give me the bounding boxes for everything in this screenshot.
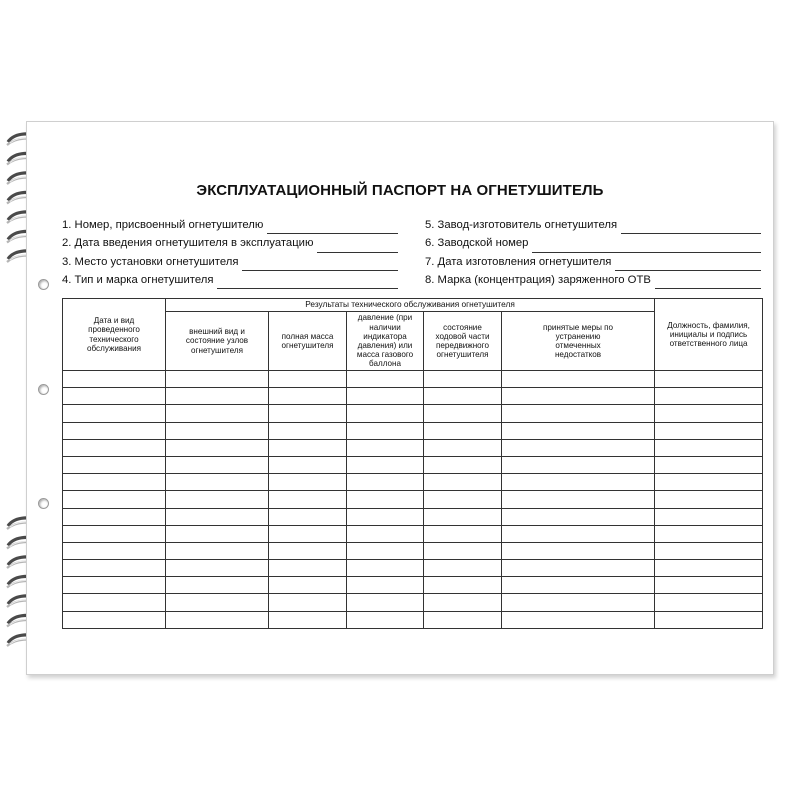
table-cell[interactable] — [347, 405, 424, 422]
field-label: 1. Номер, присвоенный огнетушителю — [62, 219, 264, 231]
table-cell[interactable] — [655, 456, 763, 473]
punch-hole — [38, 498, 49, 509]
table-cell[interactable] — [655, 439, 763, 456]
table-row — [63, 560, 763, 577]
table-cell[interactable] — [63, 439, 166, 456]
table-row — [63, 594, 763, 611]
table-cell[interactable] — [502, 491, 655, 508]
table-cell[interactable] — [63, 422, 166, 439]
table-row — [63, 456, 763, 473]
document-title: ЭКСПЛУАТАЦИОННЫЙ ПАСПОРТ НА ОГНЕТУШИТЕЛЬ — [196, 182, 604, 199]
table-cell[interactable] — [63, 508, 166, 525]
table-cell[interactable] — [269, 371, 347, 388]
table-cell[interactable] — [502, 525, 655, 542]
table-cell[interactable] — [347, 491, 424, 508]
table-cell[interactable] — [63, 594, 166, 611]
field-line[interactable] — [242, 258, 398, 271]
table-cell[interactable] — [347, 388, 424, 405]
field-row — [425, 253, 761, 271]
table-cell[interactable] — [655, 388, 763, 405]
table-cell[interactable] — [166, 525, 269, 542]
table-body — [63, 371, 763, 629]
table-cell[interactable] — [655, 422, 763, 439]
table-cell[interactable] — [424, 405, 502, 422]
header-person: Должность, фамилия, инициалы и подпись ответственного лица — [655, 299, 763, 371]
field-line[interactable] — [217, 276, 398, 289]
table-cell[interactable] — [269, 577, 347, 594]
table-cell[interactable] — [424, 525, 502, 542]
table-cell[interactable] — [63, 474, 166, 491]
table-cell[interactable] — [347, 456, 424, 473]
table-cell[interactable] — [166, 371, 269, 388]
table-row — [63, 371, 763, 388]
table-cell[interactable] — [502, 422, 655, 439]
table-cell[interactable] — [347, 611, 424, 628]
table-cell[interactable] — [269, 474, 347, 491]
field-line[interactable] — [621, 221, 761, 234]
table-cell[interactable] — [347, 508, 424, 525]
table-cell[interactable] — [347, 594, 424, 611]
table-cell[interactable] — [166, 439, 269, 456]
table-cell[interactable] — [424, 439, 502, 456]
table-cell[interactable] — [269, 439, 347, 456]
table-cell[interactable] — [269, 560, 347, 577]
table-cell[interactable] — [655, 577, 763, 594]
header-pressure: давление (при наличии индикатора давления) или масса газового баллона — [347, 312, 424, 371]
field-line[interactable] — [532, 240, 761, 253]
table-cell[interactable] — [655, 508, 763, 525]
table-cell[interactable] — [502, 474, 655, 491]
table-cell[interactable] — [655, 542, 763, 559]
table-cell[interactable] — [502, 611, 655, 628]
table-cell[interactable] — [502, 542, 655, 559]
table-row — [63, 525, 763, 542]
field-row — [425, 271, 761, 289]
fields-right — [425, 216, 761, 289]
table-cell[interactable] — [424, 594, 502, 611]
field-line[interactable] — [267, 221, 398, 234]
table-cell[interactable] — [502, 577, 655, 594]
field-row — [62, 234, 398, 252]
table-cell[interactable] — [63, 542, 166, 559]
table-cell[interactable] — [269, 525, 347, 542]
table-cell[interactable] — [269, 508, 347, 525]
header-group-results: Результаты технического обслуживания огнетушителя — [166, 299, 655, 312]
table-cell[interactable] — [269, 611, 347, 628]
table-cell[interactable] — [166, 594, 269, 611]
table-cell[interactable] — [655, 594, 763, 611]
table-row — [63, 388, 763, 405]
table-cell[interactable] — [166, 491, 269, 508]
table-cell[interactable] — [63, 388, 166, 405]
table-cell[interactable] — [166, 422, 269, 439]
table-row — [63, 491, 763, 508]
table-cell[interactable] — [166, 456, 269, 473]
field-row — [425, 234, 761, 252]
table-row — [63, 508, 763, 525]
table-cell[interactable] — [424, 371, 502, 388]
table-cell[interactable] — [347, 577, 424, 594]
maintenance-table — [62, 298, 763, 629]
table-cell[interactable] — [63, 405, 166, 422]
table-cell[interactable] — [502, 371, 655, 388]
passport-page — [26, 121, 774, 675]
table-cell[interactable] — [63, 371, 166, 388]
table-cell[interactable] — [424, 577, 502, 594]
table-cell[interactable] — [502, 388, 655, 405]
table-cell[interactable] — [347, 371, 424, 388]
table-cell[interactable] — [166, 611, 269, 628]
table-cell[interactable] — [269, 594, 347, 611]
field-line[interactable] — [655, 276, 761, 289]
table-row — [63, 577, 763, 594]
table-cell[interactable] — [502, 508, 655, 525]
table-cell[interactable] — [269, 388, 347, 405]
table-cell[interactable] — [166, 560, 269, 577]
table-cell[interactable] — [347, 422, 424, 439]
table-cell[interactable] — [63, 577, 166, 594]
header-measures: принятые меры по устранению отмеченных недостатков — [502, 312, 655, 371]
table-cell[interactable] — [269, 405, 347, 422]
field-label: 7. Дата изготовления огнетушителя — [425, 255, 612, 268]
fields-left — [62, 216, 398, 289]
table-cell[interactable] — [166, 474, 269, 491]
table-cell[interactable] — [655, 371, 763, 388]
table-cell[interactable] — [347, 439, 424, 456]
table-cell[interactable] — [424, 542, 502, 559]
table-cell[interactable] — [655, 525, 763, 542]
punch-hole — [38, 279, 49, 290]
field-row — [62, 216, 398, 234]
table-cell[interactable] — [424, 560, 502, 577]
table-cell[interactable] — [655, 474, 763, 491]
field-label: 5. Завод-изготовитель огнетушителя — [425, 219, 618, 231]
table-cell[interactable] — [502, 405, 655, 422]
table-cell[interactable] — [655, 405, 763, 422]
header-mass: полная масса огнетушителя — [269, 312, 347, 371]
table-cell[interactable] — [424, 611, 502, 628]
table-cell[interactable] — [655, 491, 763, 508]
table-row — [63, 474, 763, 491]
field-row — [62, 253, 398, 271]
field-label: 3. Место установки огнетушителя — [62, 255, 239, 268]
table-cell[interactable] — [347, 542, 424, 559]
table-cell[interactable] — [502, 560, 655, 577]
table-cell[interactable] — [347, 525, 424, 542]
table-cell[interactable] — [502, 456, 655, 473]
table-cell[interactable] — [166, 508, 269, 525]
table-row — [63, 405, 763, 422]
table-cell[interactable] — [166, 577, 269, 594]
table-cell[interactable] — [63, 560, 166, 577]
punch-hole — [38, 384, 49, 395]
table-cell[interactable] — [347, 560, 424, 577]
field-label: 4. Тип и марка огнетушителя — [62, 273, 214, 286]
table-cell[interactable] — [424, 456, 502, 473]
header-chassis: состояние ходовой части передвижного огнетушителя — [424, 312, 502, 371]
table-row — [63, 542, 763, 559]
table-cell[interactable] — [424, 388, 502, 405]
table-cell[interactable] — [347, 474, 424, 491]
table-cell[interactable] — [269, 491, 347, 508]
table-cell[interactable] — [424, 474, 502, 491]
table-cell[interactable] — [63, 611, 166, 628]
table-row — [63, 439, 763, 456]
table-cell[interactable] — [502, 439, 655, 456]
table-cell[interactable] — [424, 491, 502, 508]
field-line[interactable] — [615, 258, 761, 271]
field-row — [62, 271, 398, 289]
table-cell[interactable] — [269, 456, 347, 473]
field-line[interactable] — [317, 240, 398, 253]
table-cell[interactable] — [424, 508, 502, 525]
table-cell[interactable] — [424, 422, 502, 439]
table-cell[interactable] — [63, 491, 166, 508]
field-label: 6. Заводской номер — [425, 237, 529, 250]
header-date: Дата и вид проведенного технического обслуживания — [63, 299, 166, 371]
table-row — [63, 422, 763, 439]
table-cell[interactable] — [166, 388, 269, 405]
field-label: 8. Марка (концентрация) заряженного ОТВ — [425, 273, 651, 286]
table-cell[interactable] — [269, 422, 347, 439]
table-cell[interactable] — [166, 542, 269, 559]
table-cell[interactable] — [269, 542, 347, 559]
table-cell[interactable] — [655, 560, 763, 577]
header-appearance: внешний вид и состояние узлов огнетушителя — [166, 312, 269, 371]
table-cell[interactable] — [655, 611, 763, 628]
field-label: 2. Дата введения огнетушителя в эксплуатацию — [62, 237, 314, 250]
table-cell[interactable] — [63, 525, 166, 542]
field-row — [425, 216, 761, 234]
table-row — [63, 611, 763, 628]
table-cell[interactable] — [166, 405, 269, 422]
table-cell[interactable] — [502, 594, 655, 611]
table-cell[interactable] — [63, 456, 166, 473]
